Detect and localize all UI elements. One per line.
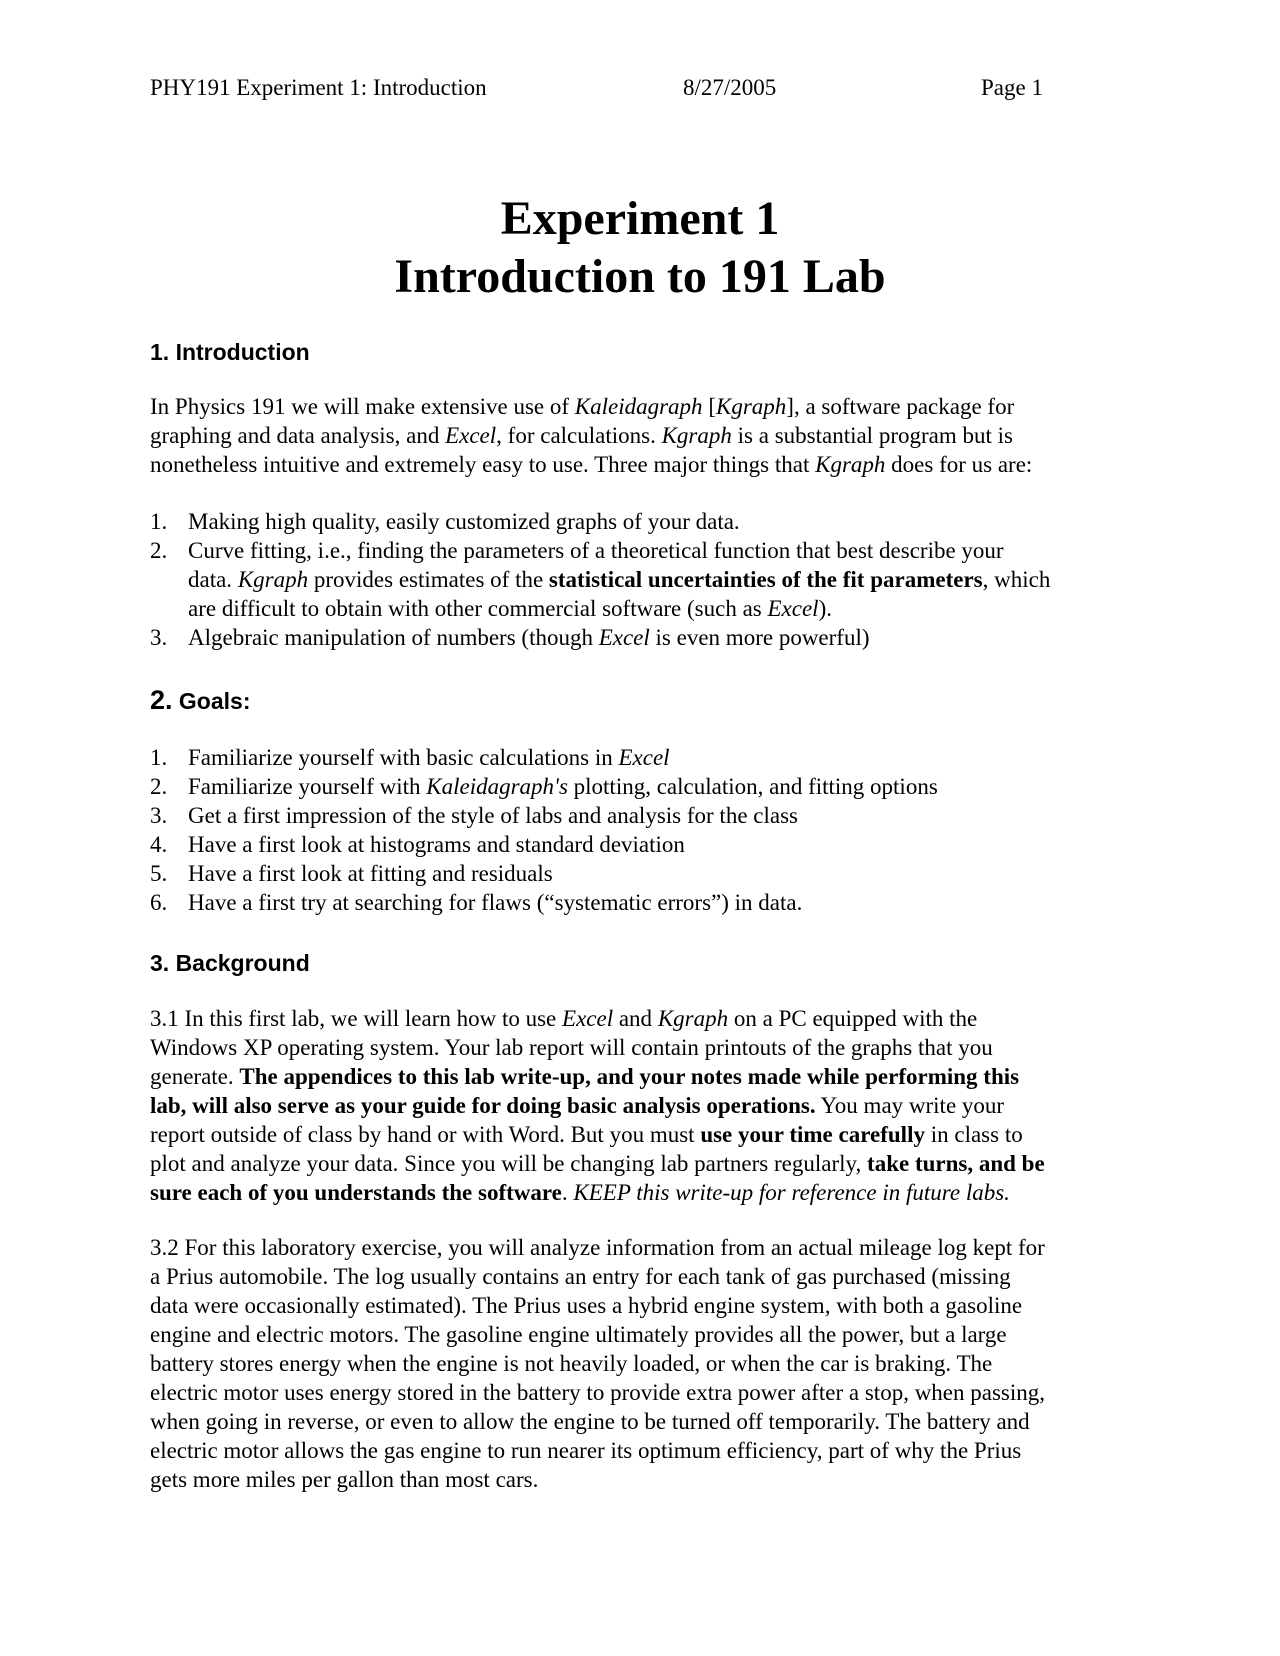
intro-paragraph: In Physics 191 we will make extensive use of Kaleidagraph [Kgraph], a software package for graphing and data analysis, and Excel, for calculations. Kgraph is a substantial program but is nonetheless intuitive and extremely easy to use. Three major things that Kgraph does for us are:	[150, 394, 1033, 477]
italic-term: Kgraph	[715, 394, 787, 419]
list-number: 1.	[150, 509, 168, 534]
list-number: 4.	[150, 832, 168, 857]
title-line-2: Introduction to 191 Lab	[394, 250, 886, 303]
title-line-1: Experiment 1	[500, 192, 780, 245]
list-number: 2.	[150, 538, 168, 563]
intro-numbered-list	[150, 507, 1140, 652]
document-title	[0, 190, 1280, 306]
section-heading-goals: 2. Goals:	[150, 685, 251, 715]
section-heading-introduction: 1. Introduction	[150, 339, 310, 365]
list-number: 3.	[150, 803, 168, 828]
goals-numbered-list	[150, 743, 1140, 917]
list-item: 3. Get a first impression of the style of labs and analysis for the class	[150, 803, 798, 828]
list-item: 2. Curve fitting, i.e., finding the parameters of a theoretical function that best describe your data. Kgraph provides estimates of the statistical uncertainties of the fit parameters, which are difficult to obtain with other commercial software (such as Excel).	[150, 538, 1051, 621]
list-item: 2. Familiarize yourself with Kaleidagraph's plotting, calculation, and fitting options	[150, 774, 938, 799]
header-course-title: PHY191 Experiment 1: Introduction	[150, 75, 487, 100]
list-number: 5.	[150, 861, 168, 886]
section-heading-background: 3. Background	[150, 950, 310, 976]
background-paragraph-3-1: 3.1 In this first lab, we will learn how to use Excel and Kgraph on a PC equipped with the Windows XP operating system. Your lab report will contain printouts of the graphs that you generate. The appendices to this lab write-up, and your notes made while performing this lab, will also serve as your guide for doing basic analysis operations. You may write your report outside of class by hand or with Word. But you must use your time carefully in class to plot and analyze your data. Since you will be changing lab partners regularly, take turns, and be sure each of you understands the software. KEEP this write-up for reference in future labs.	[150, 1006, 1045, 1205]
italic-term: Kgraph	[661, 423, 732, 448]
list-number: 6.	[150, 890, 168, 915]
list-item: 6. Have a first try at searching for flaws (“systematic errors”) in data.	[150, 890, 803, 915]
list-number: 3.	[150, 625, 168, 650]
list-item: 5. Have a first look at fitting and residuals	[150, 861, 553, 886]
background-paragraph-3-2: 3.2 For this laboratory exercise, you will analyze information from an actual mileage log kept for a Prius automobile. The log usually contains an entry for each tank of gas purchased (missing data were occasionally estimated). The Prius uses a hybrid engine system, with both a gasoline engine and electric motors. The gasoline engine ultimately provides all the power, but a large battery stores energy when the engine is not heavily loaded, or when the car is braking. The electric motor uses energy stored in the battery to provide extra power after a stop, when passing, when going in reverse, or even to allow the engine to be turned off temporarily. The battery and electric motor allows the gas engine to run nearer its optimum efficiency, part of why the Prius gets more miles per gallon than most cars.	[150, 1235, 1046, 1492]
list-number: 1.	[150, 745, 168, 770]
list-item: 4. Have a first look at histograms and standard deviation	[150, 832, 685, 857]
header-date: 8/27/2005	[683, 75, 777, 100]
header-page-number: Page 1	[981, 75, 1043, 100]
italic-term: Kgraph	[815, 452, 886, 477]
italic-term: Kaleidagraph	[574, 394, 703, 419]
list-item: 1. Making high quality, easily customized graphs of your data.	[150, 509, 740, 534]
list-item: 1. Familiarize yourself with basic calculations in Excel	[150, 745, 670, 770]
list-item: 3. Algebraic manipulation of numbers (though Excel is even more powerful)	[150, 625, 870, 650]
italic-term: Excel	[445, 423, 497, 448]
list-number: 2.	[150, 774, 168, 799]
